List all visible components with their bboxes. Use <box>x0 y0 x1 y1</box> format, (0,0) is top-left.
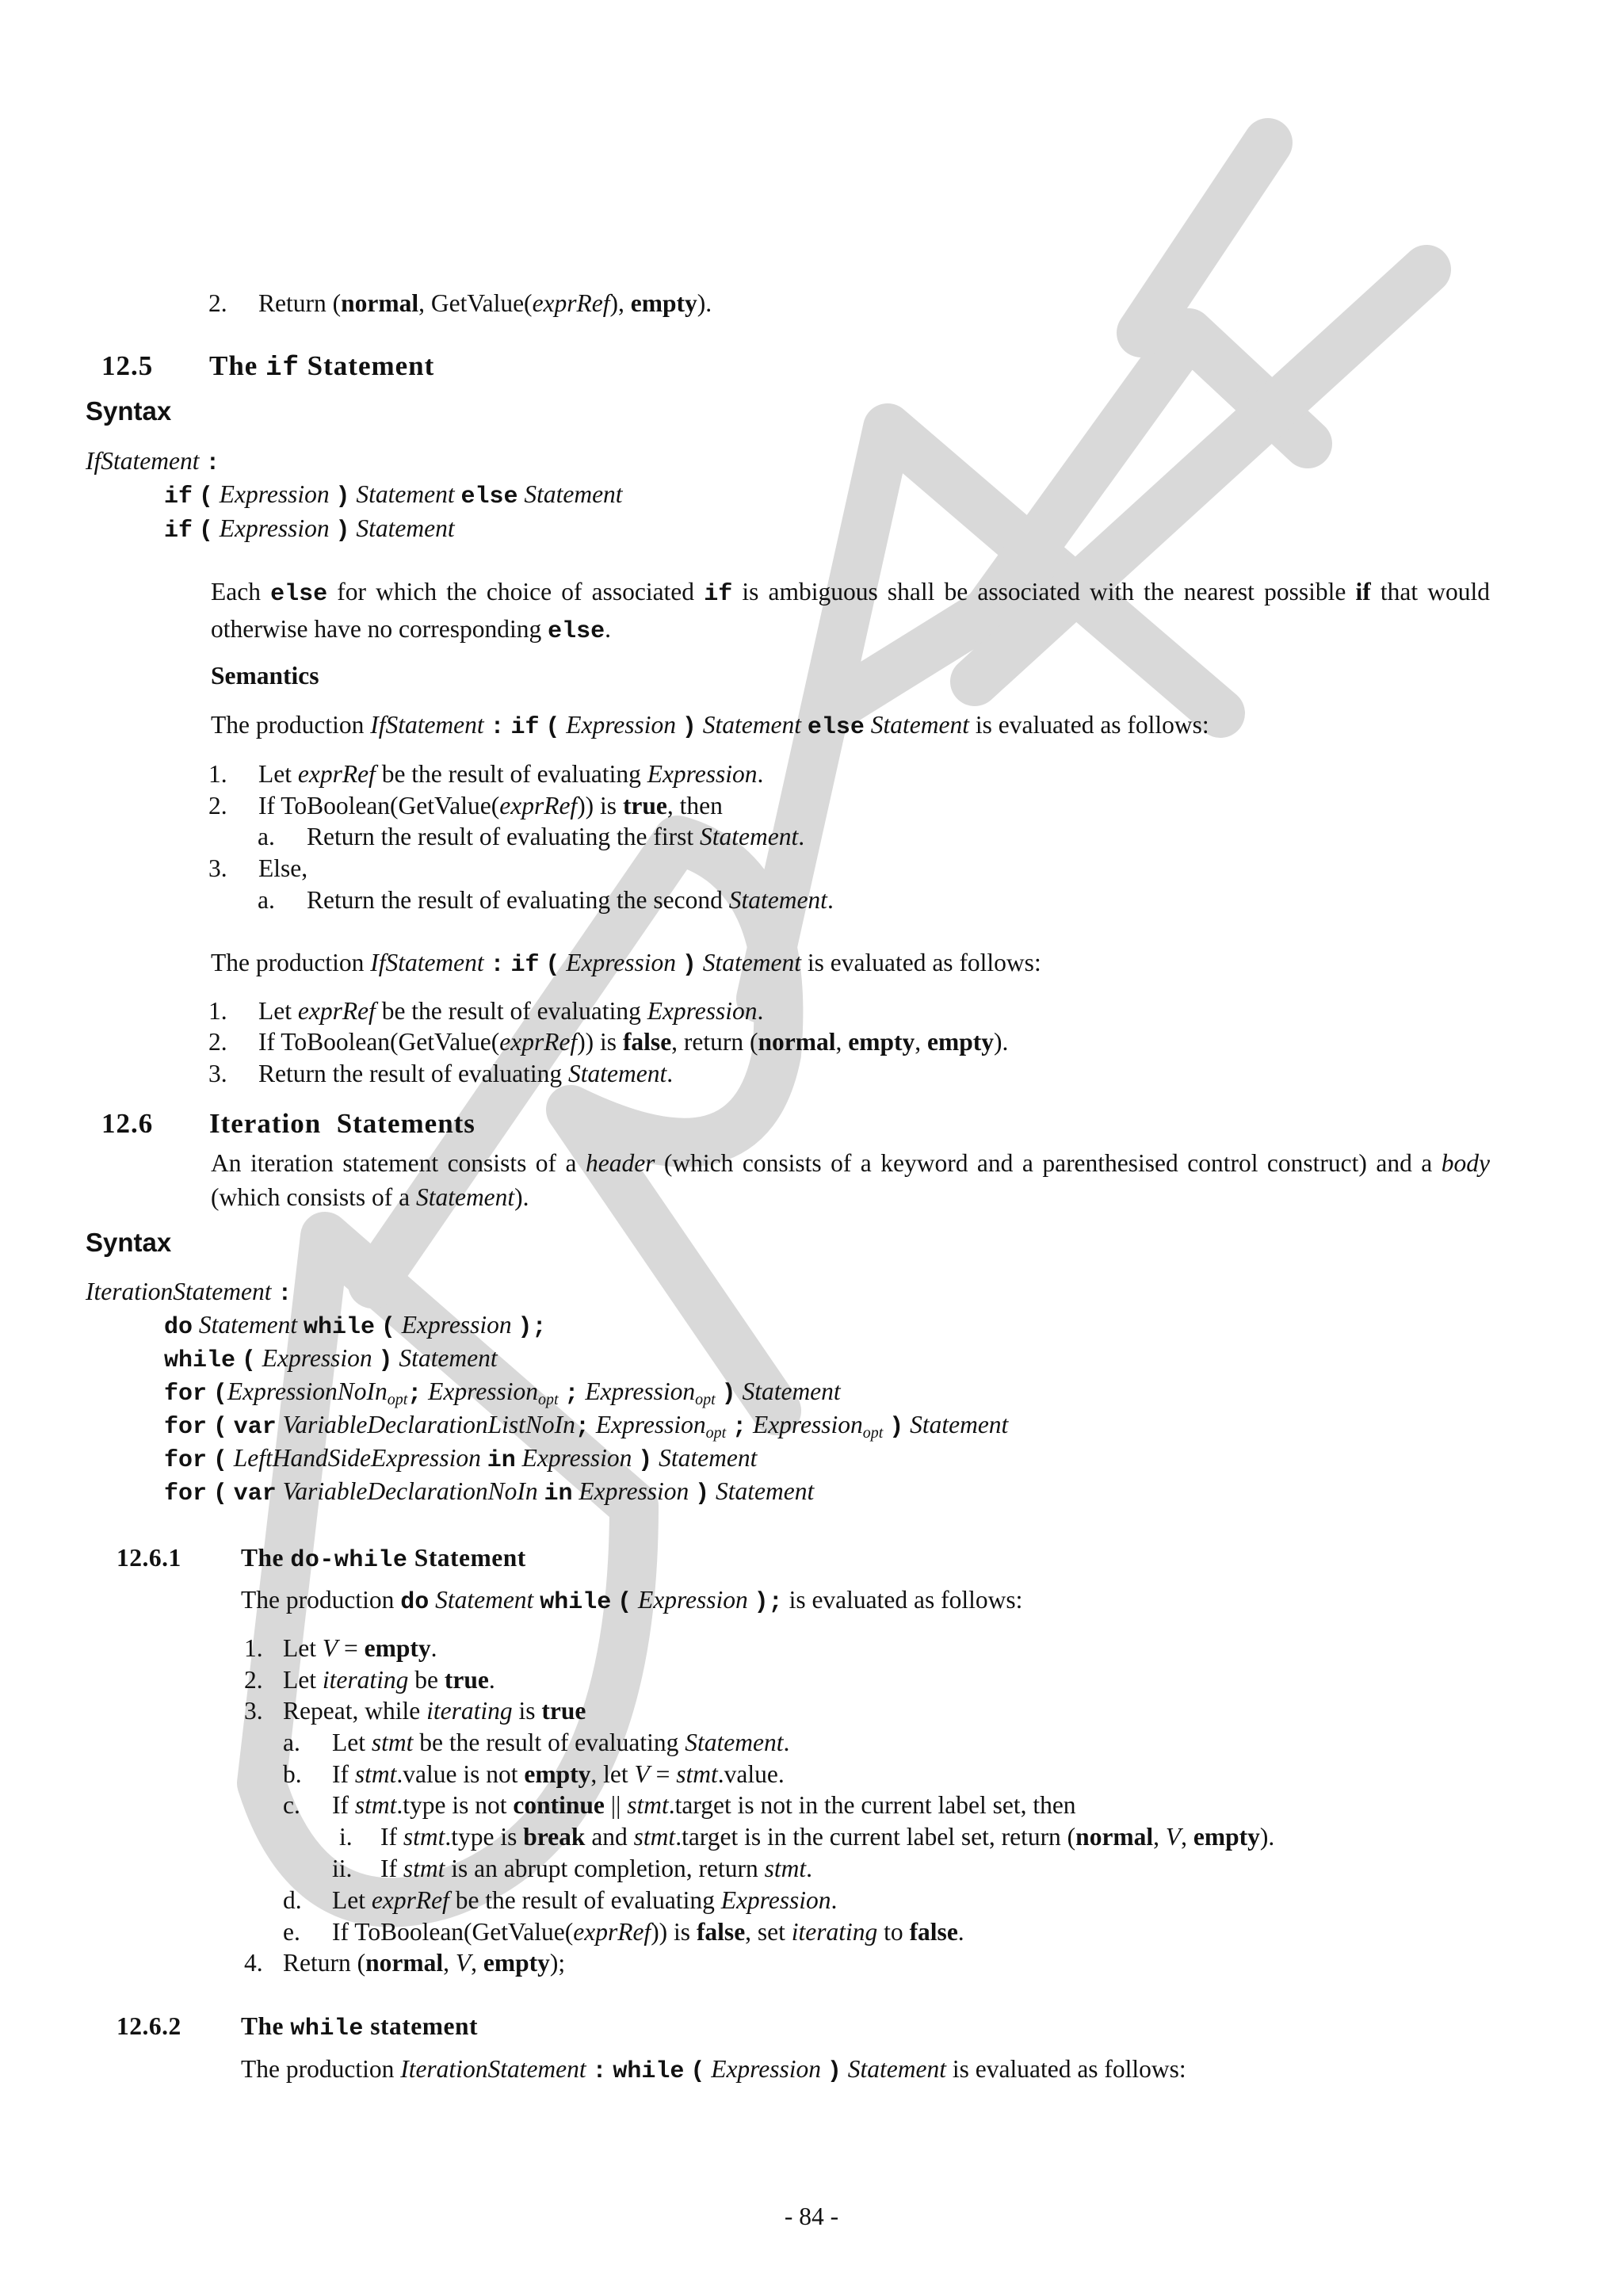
grammar-production: if ( Expression ) Statement else Statement <box>164 480 623 510</box>
grammar-production: do Statement while ( Expression ); <box>164 1311 547 1341</box>
semantics-heading: Semantics <box>211 662 319 690</box>
grammar-production: while ( Expression ) Statement <box>164 1344 498 1374</box>
document-page: 2. Return (normal, GetValue(exprRef), empty). 12.5 The if Statement Syntax IfStatement : if ( Expression ) Statement else Statement if ( Expression ) Statement Each else for which the choice of associated if is ambiguous shall be associated with the nearest possible if that would otherwise have no corresponding else. Semantics The production IfStatement : if ( Expression ) Statement else Statement is evaluated as follows: 1. Let exprRef be the result of evaluating Expression. 2. If ToBoolean(GetValue(exprRef)) is true, then a. Return the result of evaluating the first Statement. 3. Else, a. Return the result of evaluating the second Statement. The production IfStatement : if ( Expression ) Statement is evaluated as follows: 1. Let exprRef be the result of evaluating Expression. 2. If ToBoolean(GetValue(exprRef)) is false, return (normal, empty, empty). 3. Return the result of evaluating Statement. 12.6 Iteration Statements An iteration statement consists of a header (which consists of a keyword and a parenthesised control construct) and a body (which consists of a Statement). Syntax IterationStatement : do Statement while ( Expression ); while ( Expression ) Statement for (ExpressionNoIn$_{opt}$; Expression$_{opt}$ ; Expression$_{opt}$ ) Statement for ( var VariableDeclarationListNoIn; Expression$_{opt}$ ; Expression$_{opt}$ ) Statement for ( LeftHandSideExpression in Expression ) Statement for ( var VariableDeclarationNoIn in Expression ) Statement 12.6.1 The do-while Statement The production do Statement while ( Expression ); is evaluated as follows: 1. Let V = empty. 2. Let iterating be true. 3. Repeat, while iterating is true a. Let stmt be the result of evaluating Statement. b. If stmt.value is not empty, let V = stmt.value. c. If stmt.type is not continue || stmt.target is not in the current label set, then i. If stmt.type is break and stmt.target is in the current label set, return (normal, V, empty). ii. If stmt is an abrupt completion, return stmt. d. Let exprRef be the result of evaluating Expression. e. If ToBoolean(GetValue(exprRef)) is false, set iterating to false. 4. Return (normal, V, empty); 12.6.2 The while statement The production IterationStatement : while ( Expression ) Statement is evaluated as follows: - 84 - <box>0 0 1623 2296</box>
section-number: 12.6.1 <box>116 1544 181 1572</box>
section-number: 12.6.2 <box>116 2012 181 2040</box>
dangling-else-note: Each else for which the choice of associated if is ambiguous shall be associated with the nearest possible if that would otherwise have no corresponding else. <box>211 578 1490 645</box>
production-statement: The production IfStatement : if ( Expression ) Statement else Statement is evaluated as follows: <box>211 711 1209 741</box>
section-title: Iteration Statements <box>209 1108 475 1139</box>
step-number: 2. <box>208 289 227 317</box>
grammar-production: for ( var VariableDeclarationListNoIn; Expression$_{opt}$ ; Expression$_{opt}$ ) Statement <box>164 1411 1009 1442</box>
iteration-intro: An iteration statement consists of a header (which consists of a keyword and a parenthesised control construct) and a body (which consists of a Statement). <box>211 1149 1490 1211</box>
syntax-heading: Syntax <box>86 1228 172 1257</box>
grammar-production: if ( Expression ) Statement <box>164 514 455 544</box>
production-statement: The production IterationStatement : while ( Expression ) Statement is evaluated as follows: <box>241 2055 1186 2085</box>
section-title: The if Statement <box>209 350 435 384</box>
grammar-lhs: IfStatement : <box>86 447 220 477</box>
page-number: - 84 - <box>784 2202 839 2230</box>
production-statement: The production IfStatement : if ( Expression ) Statement is evaluated as follows: <box>211 949 1041 979</box>
production-statement: The production do Statement while ( Expression ); is evaluated as follows: <box>241 1586 1023 1616</box>
step-text: Return (normal, GetValue(exprRef), empty). <box>258 289 712 317</box>
grammar-lhs: IterationStatement : <box>86 1278 292 1308</box>
section-title: The while statement <box>241 2012 478 2042</box>
syntax-heading: Syntax <box>86 396 172 426</box>
grammar-production: for (ExpressionNoIn$_{opt}$; Expression$_{opt}$ ; Expression$_{opt}$ ) Statement <box>164 1377 841 1408</box>
section-title: The do-while Statement <box>241 1544 526 1574</box>
section-number: 12.6 <box>101 1108 154 1139</box>
section-number: 12.5 <box>101 350 154 381</box>
grammar-production: for ( LeftHandSideExpression in Expression ) Statement <box>164 1444 758 1474</box>
grammar-production: for ( var VariableDeclarationNoIn in Expression ) Statement <box>164 1477 815 1507</box>
